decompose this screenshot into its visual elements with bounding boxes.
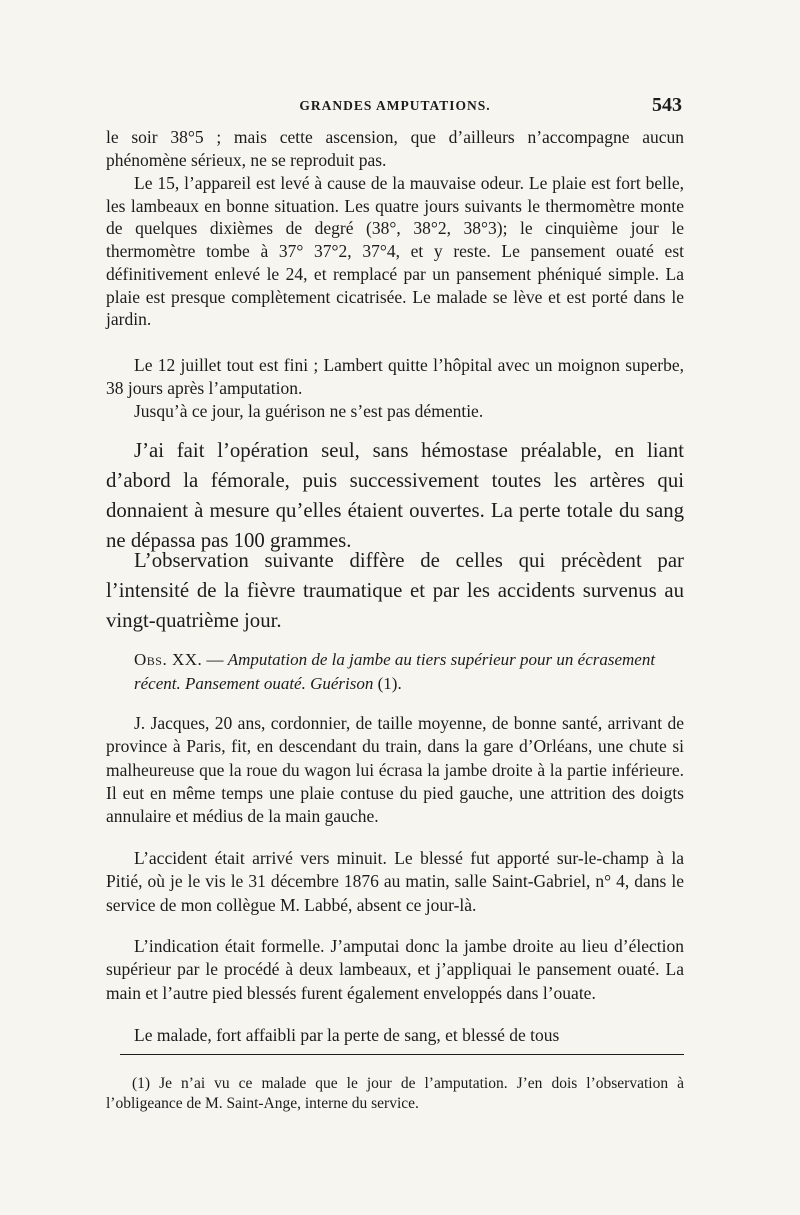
paragraph-healing: Jusqu’à ce jour, la guérison ne s’est pas démentie. [134,401,484,421]
page-header [106,96,684,120]
observation-title: Amputation de la jambe au tiers supérieur pour un écrasement récent. Pansement ouaté. Guérison [134,650,656,693]
case-paragraph-admission: L’accident était arrivé vers minuit. Le blessé fut apporté sur-le-champ à la Pitié, où je le vis le 31 décembre 1876 au matin, salle Saint-Gabriel, n° 4, dans le service de mon collègue M. Labbé, absent ce jour-là. [106,848,684,915]
footnote-rule [120,1054,684,1055]
case-paragraph-amputation: L’indication était formelle. J’amputai donc la jambe droite au lieu d’élection supérieur par le procédé à deux lambeaux, et j’appliquai le pansement ouaté. La main et l’autre pied blessés furent également enveloppés dans l’ouate. [106,936,684,1003]
observation-dash: — [206,650,224,669]
observation-heading [106,648,684,696]
page-number: 543 [652,94,682,116]
paragraph-discharge: Le 12 juillet tout est fini ; Lambert quitte l’hôpital avec un moignon superbe, 38 jours après l’amputation. [106,355,684,398]
paragraph-dressing: Le 15, l’appareil est levé à cause de la mauvaise odeur. Le plaie est fort belle, les lambeaux en bonne situation. Les quatre jours suivants le thermomètre monte de quelques dixièmes de degré (38°, 38°2, 38°3); le cinquième jour le thermomètre tombe à 37° 37°2, 37°4, et y reste. Le pansement ouaté est définitivement enlevé le 24, et remplacé par un pansement phéniqué simple. La plaie est presque complètement cicatrisée. Le malade se lève et est porté dans le jardin. [106,173,684,330]
case-paragraph-accident: J. Jacques, 20 ans, cordonnier, de taille moyenne, de bonne santé, arrivant de province à Paris, fit, en descendant du train, dans la gare d’Orléans, une chute si malheureuse que la roue du wagon lui écrasa la jambe droite à la partie inférieure. Il eut en même temps une plaie contuse du pied gauche, une attrition des doigts annulaire et médius de la main gauche. [106,713,684,827]
case-paragraph-continued: Le malade, fort affaibli par la perte de sang, et blessé de tous [134,1025,560,1045]
running-title: GRANDES AMPUTATIONS. [299,98,491,113]
paragraph-continuation: le soir 38°5 ; mais cette ascension, que d’ailleurs n’accompagne aucun phénomène sérieux, ne se reproduit pas. [106,127,684,170]
observation-label: Obs. XX. [134,650,203,669]
paragraph-transition: L’observation suivante diffère de celles qui précèdent par l’intensité de la fièvre traumatique et par les accidents survenus au vingt-quatrième jour. [106,549,684,632]
footnote: (1) Je n’ai vu ce malade que le jour de l’amputation. J’en dois l’observation à l’obligeance de M. Saint-Ange, interne du service. [106,1075,684,1112]
footnote-reference: (1). [377,674,402,693]
paragraph-operation: J’ai fait l’opération seul, sans hémostase préalable, en liant d’abord la fémorale, puis successivement toutes les artères qui donnaient à mesure qu’elles étaient ouvertes. La perte totale du sang ne dépassa pas 100 grammes. [106,439,684,552]
